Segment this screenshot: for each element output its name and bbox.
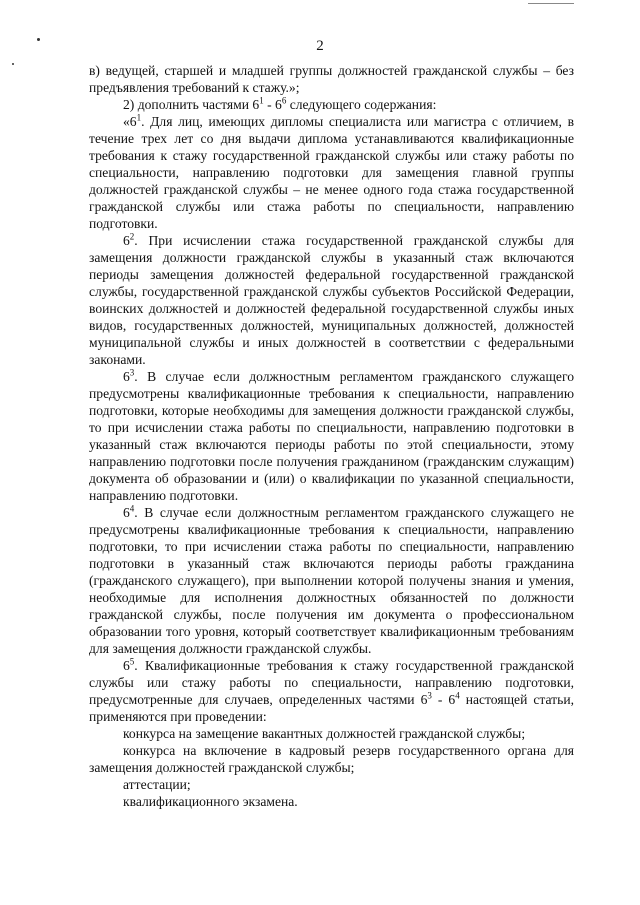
list-item-exam: квалификационного экзамена. — [123, 794, 298, 809]
paragraph-part-6-1: «$6^1$. Для лиц, имеющих дипломы специалиста или магистра с отличием, в течение трех лет со дня выдачи диплома устанавливаются квалификационные требования к стажу государственной гражданской службы или стажу работы по специальности, направлению подготовки для замещения главной группы должностей гражданской службы – не менее одного года стажа государственной гражданской службы или стажа работы по специальности, направлению подготовки. — [89, 112, 574, 231]
paragraph-amendment-2: 2) дополнить частями $6^1 - 6^6$ следующего содержания: — [123, 95, 437, 112]
document-body — [89, 62, 574, 810]
scan-mark — [12, 63, 14, 65]
top-rule — [528, 3, 574, 4]
list-item-vacancy-contest: конкурса на замещение вакантных должностей гражданской службы; — [123, 726, 526, 741]
paragraph-part-6-2: $6^2$. При исчислении стажа государственной гражданской службы для замещения должности гражданской службы в указанный стаж включаются периоды замещения должностей федеральной государственной гражданской службы, государственной гражданской службы субъектов Российской Федерации, воинских должностей и должностей федеральной государственной службы иных видов, государственных должностей, муниципальных должностей, должностей муниципальной службы и иных должностей в соответствии с федеральными законами. — [89, 231, 574, 367]
list-item-attestation: аттестации; — [123, 777, 191, 792]
list-item-reserve-contest: конкурса на включение в кадровый резерв государственного органа для замещения должностей гражданской службы; — [89, 743, 574, 775]
page-number: 2 — [316, 38, 324, 54]
paragraph-item-v: в) ведущей, старшей и младшей группы должностей гражданской службы – без предъявления требований к стажу.»; — [89, 63, 574, 95]
paragraph-part-6-4: $6^4$. В случае если должностным регламентом гражданского служащего не предусмотрены квалификационные требования к специальности, направлению подготовки, то при исчислении стажа работы по специальности, направлению подготовки в указанный стаж включаются периоды работы гражданина (гражданского служащего), при выполнении которой получены знания и умения, необходимые для исполнения должностных обязанностей по должности гражданской службы, после получения им документа о профессиональном образовании того уровня, который соответствует квалификационным требованиям для замещения должности гражданской службы. — [89, 503, 574, 656]
paragraph-part-6-3: $6^3$. В случае если должностным регламентом гражданского служащего предусмотрены квалификационные требования к специальности, направлению подготовки, которые необходимы для замещения должности гражданской службы, то при исчислении стажа работы по специальности, направлению подготовки в указанный стаж включаются периоды работы по этой специальности, этому направлению подготовки после получения гражданином (гражданским служащим) документа об образовании и (или) о квалификации по указанной специальности, направлению подготовки. — [89, 367, 574, 503]
paragraph-part-6-5: $6^5$. Квалификационные требования к стажу государственной гражданской службы или стажу работы по специальности, направлению подготовки, предусмотренные для случаев, определенных частями $6^3 - 6^4$ настоящей статьи, применяются при проведении: — [89, 656, 574, 724]
